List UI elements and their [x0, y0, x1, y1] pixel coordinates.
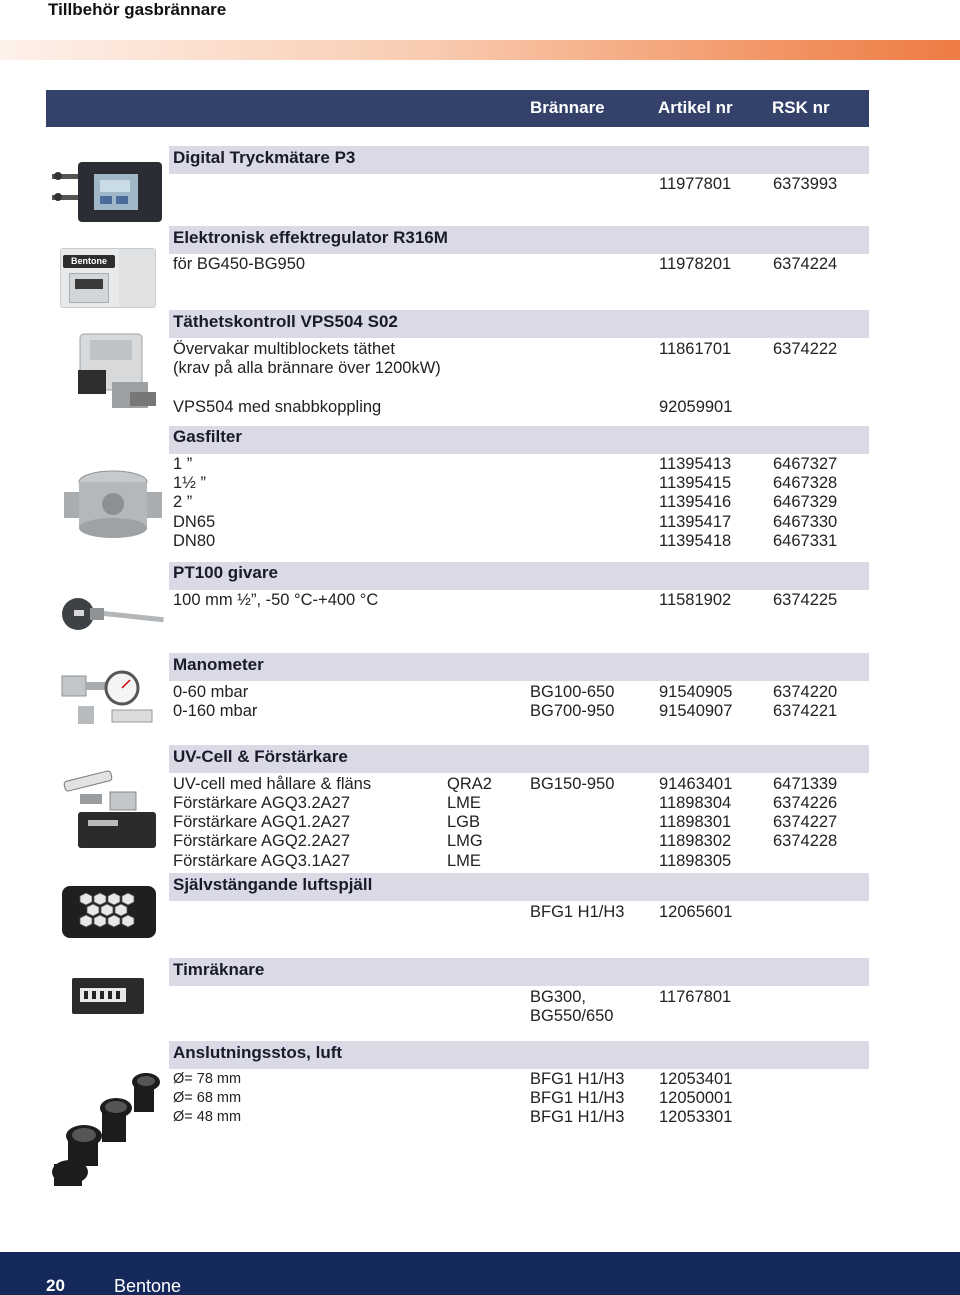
uvcell-row-desc: UV-cell med hållare & fläns [173, 775, 372, 793]
page-number: 20 [46, 1276, 65, 1295]
gasfilter-row-article: 11395415 [659, 474, 732, 492]
gasfilter-row-rsk: 6467331 [773, 532, 838, 550]
vps-quick-desc: VPS504 med snabbkoppling [173, 398, 382, 416]
section-title-p3: Digital Tryckmätare P3 [173, 148, 356, 167]
r316m-desc: för BG450-BG950 [173, 255, 306, 273]
p3-article: 11977801 [659, 175, 732, 193]
uvcell-row-article: 11898302 [659, 832, 732, 850]
air-connection-image [48, 1064, 164, 1192]
section-title-timraknare: Timräknare [173, 960, 265, 979]
uvcell-row-type: LME [447, 852, 481, 870]
uvcell-row-article: 91463401 [659, 775, 733, 793]
gasfilter-row-article: 11395418 [659, 532, 732, 550]
section-title-gasfilter: Gasfilter [173, 427, 242, 446]
timraknare-burner-2: BG550/650 [530, 1007, 614, 1025]
air-damper-image [60, 884, 158, 940]
col-burner-header: Brännare [530, 98, 605, 117]
section-title-vps: Täthetskontroll VPS504 S02 [173, 312, 398, 331]
section-title-r316m: Elektronisk effektregulator R316M [173, 228, 448, 247]
bentone-logo: Bentone [63, 255, 115, 268]
vps-rsk: 6374222 [773, 340, 838, 358]
section-title-manometer: Manometer [173, 655, 264, 674]
uvcell-row-desc: Förstärkare AGQ3.2A27 [173, 794, 350, 812]
manometer-row-article: 91540905 [659, 683, 733, 701]
anslutning-row-desc: Ø= 78 mm [173, 1071, 242, 1087]
pt100-desc: 100 mm ½”, -50 °C-+400 °C [173, 591, 379, 609]
anslutning-row-article: 12053401 [659, 1070, 733, 1088]
manometer-row-desc: 0-60 mbar [173, 683, 249, 701]
section-title-spjall: Självstängande luftspjäll [173, 875, 373, 894]
anslutning-row-desc: Ø= 48 mm [173, 1109, 242, 1125]
gasfilter-row-rsk: 6467328 [773, 474, 838, 492]
manometer-row-burner: BG700-950 [530, 702, 615, 720]
footer [0, 1252, 960, 1295]
col-article-header: Artikel nr [658, 98, 733, 117]
vps-desc-1: Övervakar multiblockets täthet [173, 340, 395, 358]
uvcell-row-desc: Förstärkare AGQ3.1A27 [173, 852, 350, 870]
gasfilter-row-article: 11395417 [659, 513, 732, 531]
uvcell-row-rsk: 6374227 [773, 813, 838, 831]
uvcell-row-type: QRA2 [447, 775, 492, 793]
uv-cell-image [60, 766, 160, 850]
r316m-article: 11978201 [659, 255, 732, 273]
leak-control-image [70, 330, 160, 412]
anslutning-row-desc: Ø= 68 mm [173, 1090, 242, 1106]
gasfilter-row-article: 11395416 [659, 493, 732, 511]
manometer-image [60, 666, 160, 732]
gasfilter-row-desc: 1½ ” [173, 474, 207, 492]
manometer-row-desc: 0-160 mbar [173, 702, 258, 720]
gasfilter-row-rsk: 6467329 [773, 493, 838, 511]
uvcell-row-desc: Förstärkare AGQ1.2A27 [173, 813, 350, 831]
vps-article: 11861701 [659, 340, 732, 358]
section-title-pt100: PT100 givare [173, 563, 278, 582]
pt100-article: 11581902 [659, 591, 732, 609]
accent-bar [0, 40, 960, 60]
anslutning-row-article: 12053301 [659, 1108, 733, 1126]
footer-brand: Bentone [114, 1276, 182, 1295]
uvcell-row-rsk: 6471339 [773, 775, 838, 793]
section-title-anslutning: Anslutningsstos, luft [173, 1043, 343, 1062]
uvcell-row-rsk: 6374228 [773, 832, 838, 850]
uvcell-row-article: 11898305 [659, 852, 732, 870]
gasfilter-row-desc: 2 ” [173, 493, 193, 511]
uvcell-row-rsk: 6374226 [773, 794, 838, 812]
section-band-timraknare [169, 958, 869, 986]
uvcell-row-type: LME [447, 794, 481, 812]
col-rsk-header: RSK nr [772, 98, 830, 117]
power-regulator-image [60, 248, 156, 308]
timraknare-article: 11767801 [659, 988, 732, 1006]
anslutning-row-burner: BFG1 H1/H3 [530, 1108, 625, 1126]
manometer-row-article: 91540907 [659, 702, 733, 720]
gasfilter-row-desc: 1 ” [173, 455, 193, 473]
gasfilter-row-rsk: 6467327 [773, 455, 838, 473]
uvcell-row-type: LGB [447, 813, 481, 831]
vps-quick-article: 92059901 [659, 398, 733, 416]
page-title: Tillbehör gasbrännare [48, 0, 227, 19]
anslutning-row-article: 12050001 [659, 1089, 733, 1107]
spjall-burner: BFG1 H1/H3 [530, 903, 625, 921]
uvcell-row-desc: Förstärkare AGQ2.2A27 [173, 832, 350, 850]
timraknare-burner-1: BG300, [530, 988, 586, 1006]
gas-filter-image [64, 466, 162, 542]
spjall-article: 12065601 [659, 903, 733, 921]
uvcell-row-burner: BG150-950 [530, 775, 615, 793]
p3-rsk: 6373993 [773, 175, 838, 193]
uvcell-row-article: 11898304 [659, 794, 732, 812]
table-header [46, 90, 869, 127]
gasfilter-row-desc: DN80 [173, 532, 216, 550]
gasfilter-row-article: 11395413 [659, 455, 732, 473]
pt100-sensor-image [60, 592, 166, 636]
anslutning-row-burner: BFG1 H1/H3 [530, 1070, 625, 1088]
vps-desc-2: (krav på alla brännare över 1200kW) [173, 359, 441, 377]
hour-counter-image [72, 974, 144, 1018]
gasfilter-row-desc: DN65 [173, 513, 216, 531]
manometer-row-burner: BG100-650 [530, 683, 615, 701]
manometer-row-rsk: 6374220 [773, 683, 838, 701]
pt100-rsk: 6374225 [773, 591, 838, 609]
uvcell-row-type: LMG [447, 832, 483, 850]
pressure-meter-image [52, 160, 164, 226]
section-title-uvcell: UV-Cell & Förstärkare [173, 747, 348, 766]
gasfilter-row-rsk: 6467330 [773, 513, 838, 531]
r316m-rsk: 6374224 [773, 255, 838, 273]
manometer-row-rsk: 6374221 [773, 702, 838, 720]
section-band-gasfilter [169, 426, 869, 454]
section-band-manometer [169, 653, 869, 681]
uvcell-row-article: 11898301 [659, 813, 732, 831]
anslutning-row-burner: BFG1 H1/H3 [530, 1089, 625, 1107]
